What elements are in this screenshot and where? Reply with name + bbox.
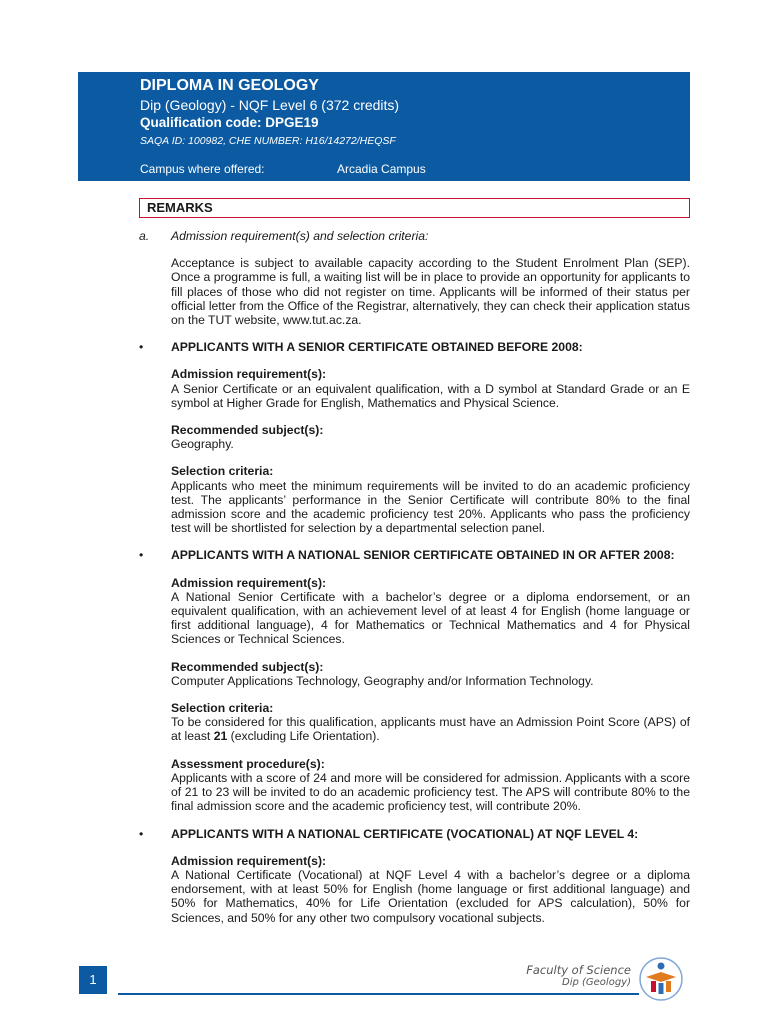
selection-label: Selection criteria: — [171, 464, 274, 479]
footer-divider — [118, 993, 639, 995]
qualification-code: Qualification code: DPGE19 — [140, 115, 319, 130]
recommended-label: Recommended subject(s): — [171, 659, 324, 674]
section-heading: APPLICANTS WITH A SENIOR CERTIFICATE OBTAINED BEFORE 2008: — [171, 340, 583, 355]
section-senior-certificate — [139, 340, 690, 535]
bullet: • — [139, 340, 144, 355]
faculty-label — [526, 963, 631, 989]
selection-text-before: To be considered for this qualification, applicants must have an Admission Point Score (APS) of at least — [171, 715, 690, 744]
campus-row — [140, 161, 690, 177]
recommended-label: Recommended subject(s): — [171, 423, 324, 438]
page-number: 1 — [79, 966, 107, 994]
recommended-text: Computer Applications Technology, Geography and/or Information Technology. — [171, 673, 594, 688]
faculty-name: Faculty of Science — [526, 963, 631, 977]
selection-text-after: (excluding Life Orientation). — [227, 729, 380, 744]
page-title: DIPLOMA IN GEOLOGY — [140, 77, 319, 94]
section-heading: APPLICANTS WITH A NATIONAL SENIOR CERTIFICATE OBTAINED IN OR AFTER 2008: — [171, 548, 675, 563]
admission-text: A National Senior Certificate with a bachelor’s degree or a diploma endorsement, or an equivalent qualification, with an achievement level of at least 4 for English (home language or first additional language), 4 for Mathematics or Technical Mathematics and 4 for Physical Sciences or Technical Sciences. — [171, 589, 690, 647]
bullet: • — [139, 826, 144, 841]
faculty-logo-icon — [638, 956, 684, 1002]
qualification-subtitle: Dip (Geology) - NQF Level 6 (372 credits) — [140, 97, 400, 113]
admission-label: Admission requirement(s): — [171, 367, 327, 382]
campus-value: Arcadia Campus — [337, 162, 426, 176]
section-heading: APPLICANTS WITH A NATIONAL CERTIFICATE (VOCATIONAL) AT NQF LEVEL 4: — [171, 826, 639, 841]
admission-text: A National Certificate (Vocational) at NQF Level 4 with a bachelor’s degree or a diploma endorsement, with at least 50% for English (home language or first additional language) and 50% for Mathematics, 40% for Life Orientation (excluded for APS calculation), 50% for Sciences, and 50% for any other two compulsory vocational subjects. — [171, 867, 690, 925]
remarks-heading: REMARKS — [139, 198, 690, 218]
qualification-header — [78, 72, 690, 181]
bullet: • — [139, 548, 144, 563]
recommended-text: Geography. — [171, 437, 234, 452]
section-national-certificate-vocational — [139, 827, 690, 925]
remarks-content — [139, 229, 690, 925]
item-title: Admission requirement(s) and selection criteria: — [171, 229, 429, 243]
selection-label: Selection criteria: — [171, 701, 274, 716]
aps-value: 21 — [213, 729, 228, 744]
remarks-item-a — [139, 229, 690, 327]
assessment-label: Assessment procedure(s): — [171, 756, 325, 771]
campus-label: Campus where offered: — [140, 162, 265, 176]
admission-text: A Senior Certificate or an equivalent qualification, with a D symbol at Standard Grade or an E symbol at Higher Grade for English, Mathematics and Physical Science. — [171, 381, 690, 410]
saqa-id: SAQA ID: 100982, CHE NUMBER: H16/14272/HEQSF — [140, 135, 396, 147]
section-national-senior-certificate — [139, 548, 690, 813]
item-marker: a. — [139, 229, 150, 243]
admission-label: Admission requirement(s): — [171, 853, 327, 868]
program-name: Dip (Geology) — [562, 977, 631, 988]
intro-paragraph: Acceptance is subject to available capacity according to the Student Enrolment Plan (SEP). Once a programme is full, a waiting list will be in place to provide an opportunity for applicants to fill places of those who did not register on time. Applicants will be informed of their status per official letter from the Office of the Registrar, alternatively, they can check their application status on the TUT website, www.tut.ac.za. — [171, 256, 690, 328]
admission-label: Admission requirement(s): — [171, 575, 327, 590]
selection-text: Applicants who meet the minimum requirements will be invited to do an academic proficiency test. The applicants’ performance in the Senior Certificate will contribute 80% to the final admission score and the academic proficiency test 20%. Applicants who pass the proficiency test will be shortlisted for selection by a departmental selection panel. — [171, 478, 690, 536]
selection-text — [171, 715, 690, 743]
assessment-text: Applicants with a score of 24 and more will be considered for admission. Applicants with a score of 21 to 23 will be invited to do an academic proficiency test. The APS will contribute 80% to the final admission score and the academic proficiency test, will contribute 20%. — [171, 770, 690, 814]
